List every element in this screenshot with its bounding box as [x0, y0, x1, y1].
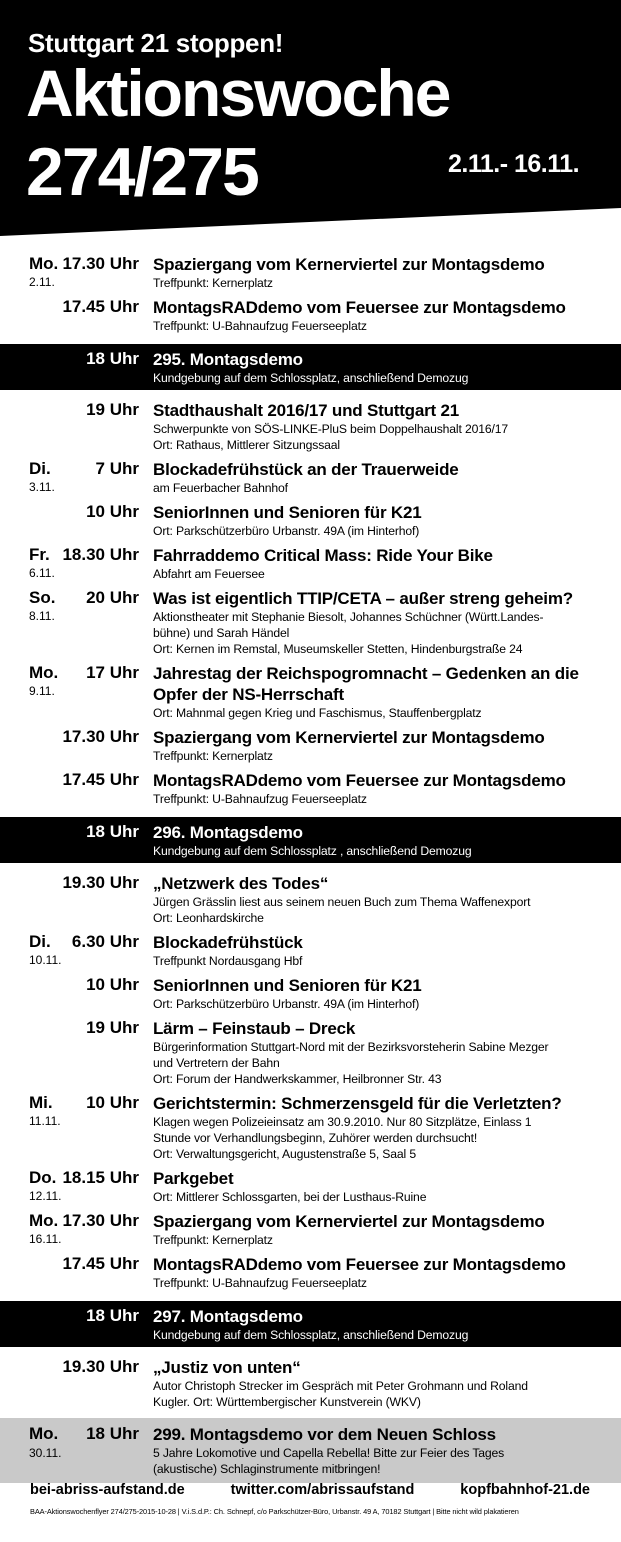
event-time: 18 Uhr: [86, 1306, 139, 1325]
event-title: 297. Montagsdemo: [153, 1307, 303, 1326]
event-detail: Ort: Forum der Handwerkskammer, Heilbronner Str. 43: [153, 1072, 442, 1086]
event-body: [153, 1254, 598, 1291]
event-body: [153, 297, 598, 334]
event-row: [0, 541, 621, 584]
event-day: So.: [29, 588, 56, 607]
event-detail: Ort: Mahnmal gegen Krieg und Faschismus, Stauffenbergplatz: [153, 706, 482, 720]
event-time: 19 Uhr: [86, 400, 139, 419]
event-detail: Treffpunkt: U-Bahnaufzug Feuerseeplatz: [153, 1276, 367, 1290]
header-subtitle: Stuttgart 21 stoppen!: [28, 28, 284, 58]
event-row: [0, 659, 621, 723]
event-day: Di.: [29, 459, 51, 478]
event-time: 18.30 Uhr: [62, 545, 139, 564]
event-day: Fr.: [29, 545, 50, 564]
event-detail: Ort: Verwaltungsgericht, Augustenstraße 5, Saal 5: [153, 1147, 416, 1161]
event-detail: Kundgebung auf dem Schlossplatz , anschließend Demozug: [153, 844, 472, 858]
event-detail: bühne) und Sarah Händel: [153, 626, 290, 640]
event-date: 8.11.: [29, 609, 55, 623]
event-detail: (akustische) Schlaginstrumente mitbringen!: [153, 1462, 381, 1476]
event-time: 20 Uhr: [86, 588, 139, 607]
event-date: 6.11.: [29, 566, 55, 580]
event-detail: Jürgen Grässlin liest aus seinem neuen Buch zum Thema Waffenexport: [153, 895, 531, 909]
event-detail: Kundgebung auf dem Schlossplatz, anschließend Demozug: [153, 1328, 469, 1342]
event-body: [153, 1093, 598, 1162]
event-title: Blockadefrühstück an der Trauerweide: [153, 460, 459, 479]
event-body: [153, 349, 598, 386]
footer: [0, 1476, 621, 1542]
event-date: 11.11.: [29, 1114, 61, 1128]
event-row: [0, 1164, 621, 1207]
event-time: 18 Uhr: [86, 1424, 139, 1443]
event-time: 17.45 Uhr: [62, 297, 139, 316]
event-time: 17.45 Uhr: [62, 770, 139, 789]
event-date: 3.11.: [29, 480, 55, 494]
event-detail: Treffpunkt: Kernerplatz: [153, 1233, 273, 1247]
event-detail: Ort: Rathaus, Mittlerer Sitzungssaal: [153, 438, 340, 452]
event-row: [0, 723, 621, 766]
footer-link-twitter[interactable]: twitter.com/abrissaufstand: [230, 1482, 415, 1498]
event-title: Stadthaushalt 2016/17 und Stuttgart 21: [153, 401, 460, 420]
event-detail: Ort: Leonhardskirche: [153, 911, 264, 925]
header-number: 274/275: [26, 134, 258, 210]
event-time: 17.30 Uhr: [62, 727, 139, 746]
event-detail: Ort: Parkschützerbüro Urbanstr. 49A (im Hinterhof): [153, 997, 420, 1011]
event-date: 16.11.: [29, 1232, 62, 1246]
footer-imprint: BAA-Aktionswochenflyer 274/275-2015-10-28 | V.i.S.d.P.: Ch. Schnepf, c/o Parkschützer-Büro, Urbanstr. 49 A, 70182 Stuttgart | Bitte nicht wild plakatieren: [30, 1507, 519, 1516]
event-detail: Abfahrt am Feuersee: [153, 567, 265, 581]
event-title: Parkgebet: [153, 1169, 234, 1188]
event-body: [153, 588, 598, 657]
event-title: MontagsRADdemo vom Feuersee zur Montagsdemo: [153, 771, 566, 790]
event-title: Gerichtstermin: Schmerzensgeld für die Verletzten?: [153, 1094, 562, 1113]
event-body: [153, 459, 598, 496]
event-body: [153, 1211, 598, 1248]
event-row: [0, 1014, 621, 1089]
event-day: Mo.: [29, 663, 59, 682]
event-row: [0, 1207, 621, 1250]
event-time: 17.45 Uhr: [62, 1254, 139, 1273]
event-day: Mi.: [29, 1093, 53, 1112]
footer-link-kopfbahnhof[interactable]: kopfbahnhof-21.de: [460, 1482, 590, 1498]
event-title: SeniorInnen und Senioren für K21: [153, 503, 422, 522]
event-row: [0, 498, 621, 541]
event-row: [0, 928, 621, 971]
event-time: 7 Uhr: [95, 459, 139, 478]
event-time: 10 Uhr: [86, 975, 139, 994]
event-time: 18.15 Uhr: [62, 1168, 139, 1187]
event-row: [0, 396, 621, 455]
event-body: [153, 1357, 598, 1410]
event-time: 17 Uhr: [86, 663, 139, 682]
event-detail: Ort: Parkschützerbüro Urbanstr. 49A (im Hinterhof): [153, 524, 420, 538]
event-row: [0, 1089, 621, 1164]
event-row: [0, 584, 621, 659]
event-time: 19.30 Uhr: [62, 873, 139, 892]
event-detail: Treffpunkt: U-Bahnaufzug Feuerseeplatz: [153, 792, 367, 806]
event-detail: Ort: Mittlerer Schlossgarten, bei der Lusthaus-Ruine: [153, 1190, 427, 1204]
event-list: [0, 250, 621, 1483]
event-body: [153, 502, 598, 539]
event-title: Spaziergang vom Kernerviertel zur Montagsdemo: [153, 255, 545, 274]
event-detail: Treffpunkt: Kernerplatz: [153, 749, 273, 763]
event-detail: Ort: Kernen im Remstal, Museumskeller Stetten, Hindenburgstraße 24: [153, 642, 523, 656]
footer-link-website[interactable]: bei-abriss-aufstand.de: [30, 1482, 185, 1498]
event-day: Mo.: [29, 1424, 59, 1443]
event-detail: Autor Christoph Strecker im Gespräch mit Peter Grohmann und Roland: [153, 1379, 528, 1393]
event-title: Was ist eigentlich TTIP/CETA – außer streng geheim?: [153, 589, 573, 608]
event-body: [153, 400, 598, 453]
event-time: 19.30 Uhr: [62, 1357, 139, 1376]
event-title: Spaziergang vom Kernerviertel zur Montagsdemo: [153, 728, 545, 747]
event-detail: und Vertretern der Bahn: [153, 1056, 280, 1070]
event-detail: Treffpunkt: U-Bahnaufzug Feuerseeplatz: [153, 319, 367, 333]
event-body: [153, 545, 598, 582]
event-title: MontagsRADdemo vom Feuersee zur Montagsdemo: [153, 1255, 566, 1274]
event-body: [153, 663, 598, 721]
event-row: [0, 455, 621, 498]
event-time: 6.30 Uhr: [71, 932, 139, 951]
header-title: Aktionswoche: [26, 56, 450, 130]
event-row: [0, 971, 621, 1014]
event-date: 2.11.: [29, 275, 55, 289]
event-detail: Treffpunkt: Kernerplatz: [153, 276, 273, 290]
event-row: [0, 1250, 621, 1293]
event-detail: 5 Jahre Lokomotive und Capella Rebella! Bitte zur Feier des Tages: [153, 1446, 505, 1460]
event-body: [153, 1018, 598, 1087]
event-day: Di.: [29, 932, 51, 951]
event-body: [153, 975, 598, 1012]
event-time: 10 Uhr: [86, 502, 139, 521]
event-title: MontagsRADdemo vom Feuersee zur Montagsdemo: [153, 298, 566, 317]
event-row: [0, 293, 621, 336]
event-detail: am Feuerbacher Bahnhof: [153, 481, 288, 495]
event-highlight-row: [0, 817, 621, 863]
event-day: Mo.: [29, 254, 59, 273]
event-row: [0, 1353, 621, 1412]
event-row: [0, 250, 621, 293]
header-dates: 2.11.- 16.11.: [448, 150, 580, 178]
event-day: Do.: [29, 1168, 57, 1187]
event-detail: Klagen wegen Polizeieinsatz am 30.9.2010. Nur 80 Sitzplätze, Einlass 1: [153, 1115, 532, 1129]
event-date: 10.11.: [29, 953, 62, 967]
event-time: 18 Uhr: [86, 349, 139, 368]
event-title: 299. Montagsdemo vor dem Neuen Schloss: [153, 1425, 496, 1444]
event-detail: Kundgebung auf dem Schlossplatz, anschließend Demozug: [153, 371, 469, 385]
event-title: „Netzwerk des Todes“: [153, 874, 329, 893]
event-time: 18 Uhr: [86, 822, 139, 841]
event-detail: Bürgerinformation Stuttgart-Nord mit der Bezirksvorsteherin Sabine Mezger: [153, 1040, 549, 1054]
event-detail: Kugler. Ort: Württembergischer Kunstverein (WKV): [153, 1395, 421, 1409]
event-title: 295. Montagsdemo: [153, 350, 303, 369]
event-body: [153, 1168, 598, 1205]
event-title: Fahrraddemo Critical Mass: Ride Your Bike: [153, 546, 493, 565]
event-time: 10 Uhr: [86, 1093, 139, 1112]
event-row: [0, 869, 621, 928]
event-body: [153, 1424, 598, 1477]
event-body: [153, 822, 598, 859]
event-title: Lärm – Feinstaub – Dreck: [153, 1019, 356, 1038]
event-detail: Treffpunkt Nordausgang Hbf: [153, 954, 303, 968]
event-title: Blockadefrühstück: [153, 933, 303, 952]
event-title: Spaziergang vom Kernerviertel zur Montagsdemo: [153, 1212, 545, 1231]
event-date: 30.11.: [29, 1446, 62, 1460]
event-title: Jahrestag der Reichspogromnacht – Gedenken an die Opfer der NS-Herrschaft: [153, 664, 579, 704]
event-detail: Schwerpunkte von SÖS-LINKE-PluS beim Doppelhaushalt 2016/17: [153, 422, 508, 436]
footer-links: [30, 1482, 590, 1498]
event-title: SeniorInnen und Senioren für K21: [153, 976, 422, 995]
event-title: „Justiz von unten“: [153, 1358, 301, 1377]
event-time: 17.30 Uhr: [62, 254, 139, 273]
event-title: 296. Montagsdemo: [153, 823, 303, 842]
event-detail: Aktionstheater mit Stephanie Biesolt, Johannes Schüchner (Württ.Landes-: [153, 610, 544, 624]
event-highlight-row: [0, 1301, 621, 1347]
event-detail: Stunde vor Verhandlungsbeginn, Zuhörer werden durchsucht!: [153, 1131, 478, 1145]
event-body: [153, 727, 598, 764]
event-time: 19 Uhr: [86, 1018, 139, 1037]
header-banner: [0, 0, 621, 236]
event-date: 12.11.: [29, 1189, 62, 1203]
event-body: [153, 873, 598, 926]
event-body: [153, 254, 598, 291]
event-body: [153, 770, 598, 807]
event-time: 17.30 Uhr: [62, 1211, 139, 1230]
event-date: 9.11.: [29, 684, 55, 698]
event-day: Mo.: [29, 1211, 59, 1230]
event-row: [0, 1418, 621, 1483]
event-body: [153, 932, 598, 969]
event-highlight-row: [0, 344, 621, 390]
event-body: [153, 1306, 598, 1343]
event-row: [0, 766, 621, 809]
